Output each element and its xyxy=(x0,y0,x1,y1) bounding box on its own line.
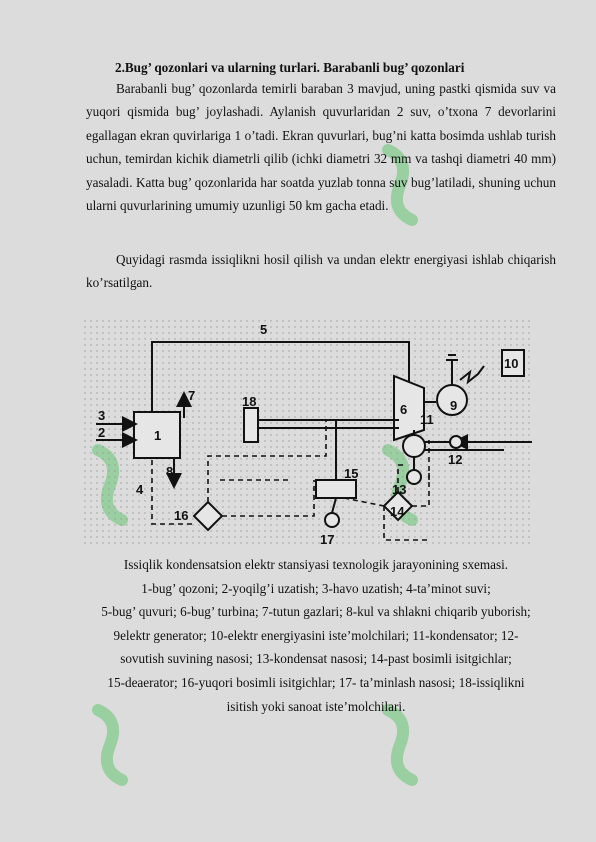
label-9: 9 xyxy=(450,398,458,413)
label-18: 18 xyxy=(242,394,257,409)
condenser-11 xyxy=(403,435,425,457)
label-14: 14 xyxy=(390,504,405,519)
label-7: 7 xyxy=(188,388,196,403)
label-4: 4 xyxy=(136,482,144,497)
feed-pump-17 xyxy=(325,513,339,527)
turbine-6 xyxy=(394,376,424,440)
power-plant-scheme xyxy=(84,320,532,548)
label-1: 1 xyxy=(154,428,162,443)
condensate-pump-13 xyxy=(407,470,421,484)
label-8: 8 xyxy=(166,464,174,479)
figure-caption xyxy=(76,553,556,718)
caption-line: 9elektr generator; 10-elektr energiyasini iste’molchilari; 11-kondensator; 12- xyxy=(113,627,519,643)
label-13: 13 xyxy=(392,482,407,497)
label-15: 15 xyxy=(344,466,359,481)
cooling-pump-12 xyxy=(450,436,462,448)
label-5: 5 xyxy=(260,322,268,337)
label-2: 2 xyxy=(98,425,106,440)
caption-line: 1-bug’ qozoni; 2-yoqilg’i uzatish; 3-havo uzatish; 4-ta’minot suvi; xyxy=(141,580,491,596)
section-heading: 2.Bug’ qozonlari va ularning turlari. Barabanli bug’ qozonlari xyxy=(115,60,465,75)
caption-line: sovutish suvining nasosi; 13-kondensat nasosi; 14-past bosimli isitgichlar; xyxy=(120,651,512,667)
label-11: 11 xyxy=(420,412,434,427)
label-17: 17 xyxy=(320,532,335,547)
caption-line: isitish yoki sanoat iste’molchilari. xyxy=(226,698,406,714)
paragraph-figure-intro: Quyidagi rasmda issiqlikni hosil qilish va undan elektr energiyasi ishlab chiqarish ko’rsatilgan. xyxy=(86,252,556,291)
label-3: 3 xyxy=(98,408,106,423)
label-6: 6 xyxy=(400,402,408,417)
paragraph-drum-boilers: Barabanli bug’ qozonlarda temirli baraban 3 mavjud, uning pastki qismida suv va yuqori qismida bug’ joylashadi. Aylanish quvurlaridan 2 suv, o’txona 7 devorlarini egallagan ekran quvirlariga 1 o’tadi. Ekran quvurlari, bug’ni katta bosimda ushlab turish uchun, temirdan kichik diametrli qilib (ichki diametri 32 mm va tashqi diametri 40 mm) yasaladi. Katta bug’ qozonlarida har soatda yuzlab tonna suv bug’latiladi, shuning uchun ularni quvurlarining umumiy uzunligi 50 km gacha etadi. xyxy=(86,81,556,214)
label-16: 16 xyxy=(174,508,189,523)
caption-line: 15-deaerator; 16-yuqori bosimli isitgichlar; 17- ta’minlash nasosi; 18-issiqlikni xyxy=(107,674,525,690)
caption-title: Issiqlik kondensatsion elektr stansiyasi texnologik jarayonining sxemasi. xyxy=(123,557,509,572)
deaerator-15 xyxy=(316,480,356,498)
caption-line: 5-bug’ quvuri; 6-bug’ turbina; 7-tutun gazlari; 8-kul va shlakni chiqarib yuborish; xyxy=(101,604,531,620)
heat-consumer-18 xyxy=(244,408,258,442)
label-12: 12 xyxy=(448,452,463,467)
label-10: 10 xyxy=(504,356,519,371)
